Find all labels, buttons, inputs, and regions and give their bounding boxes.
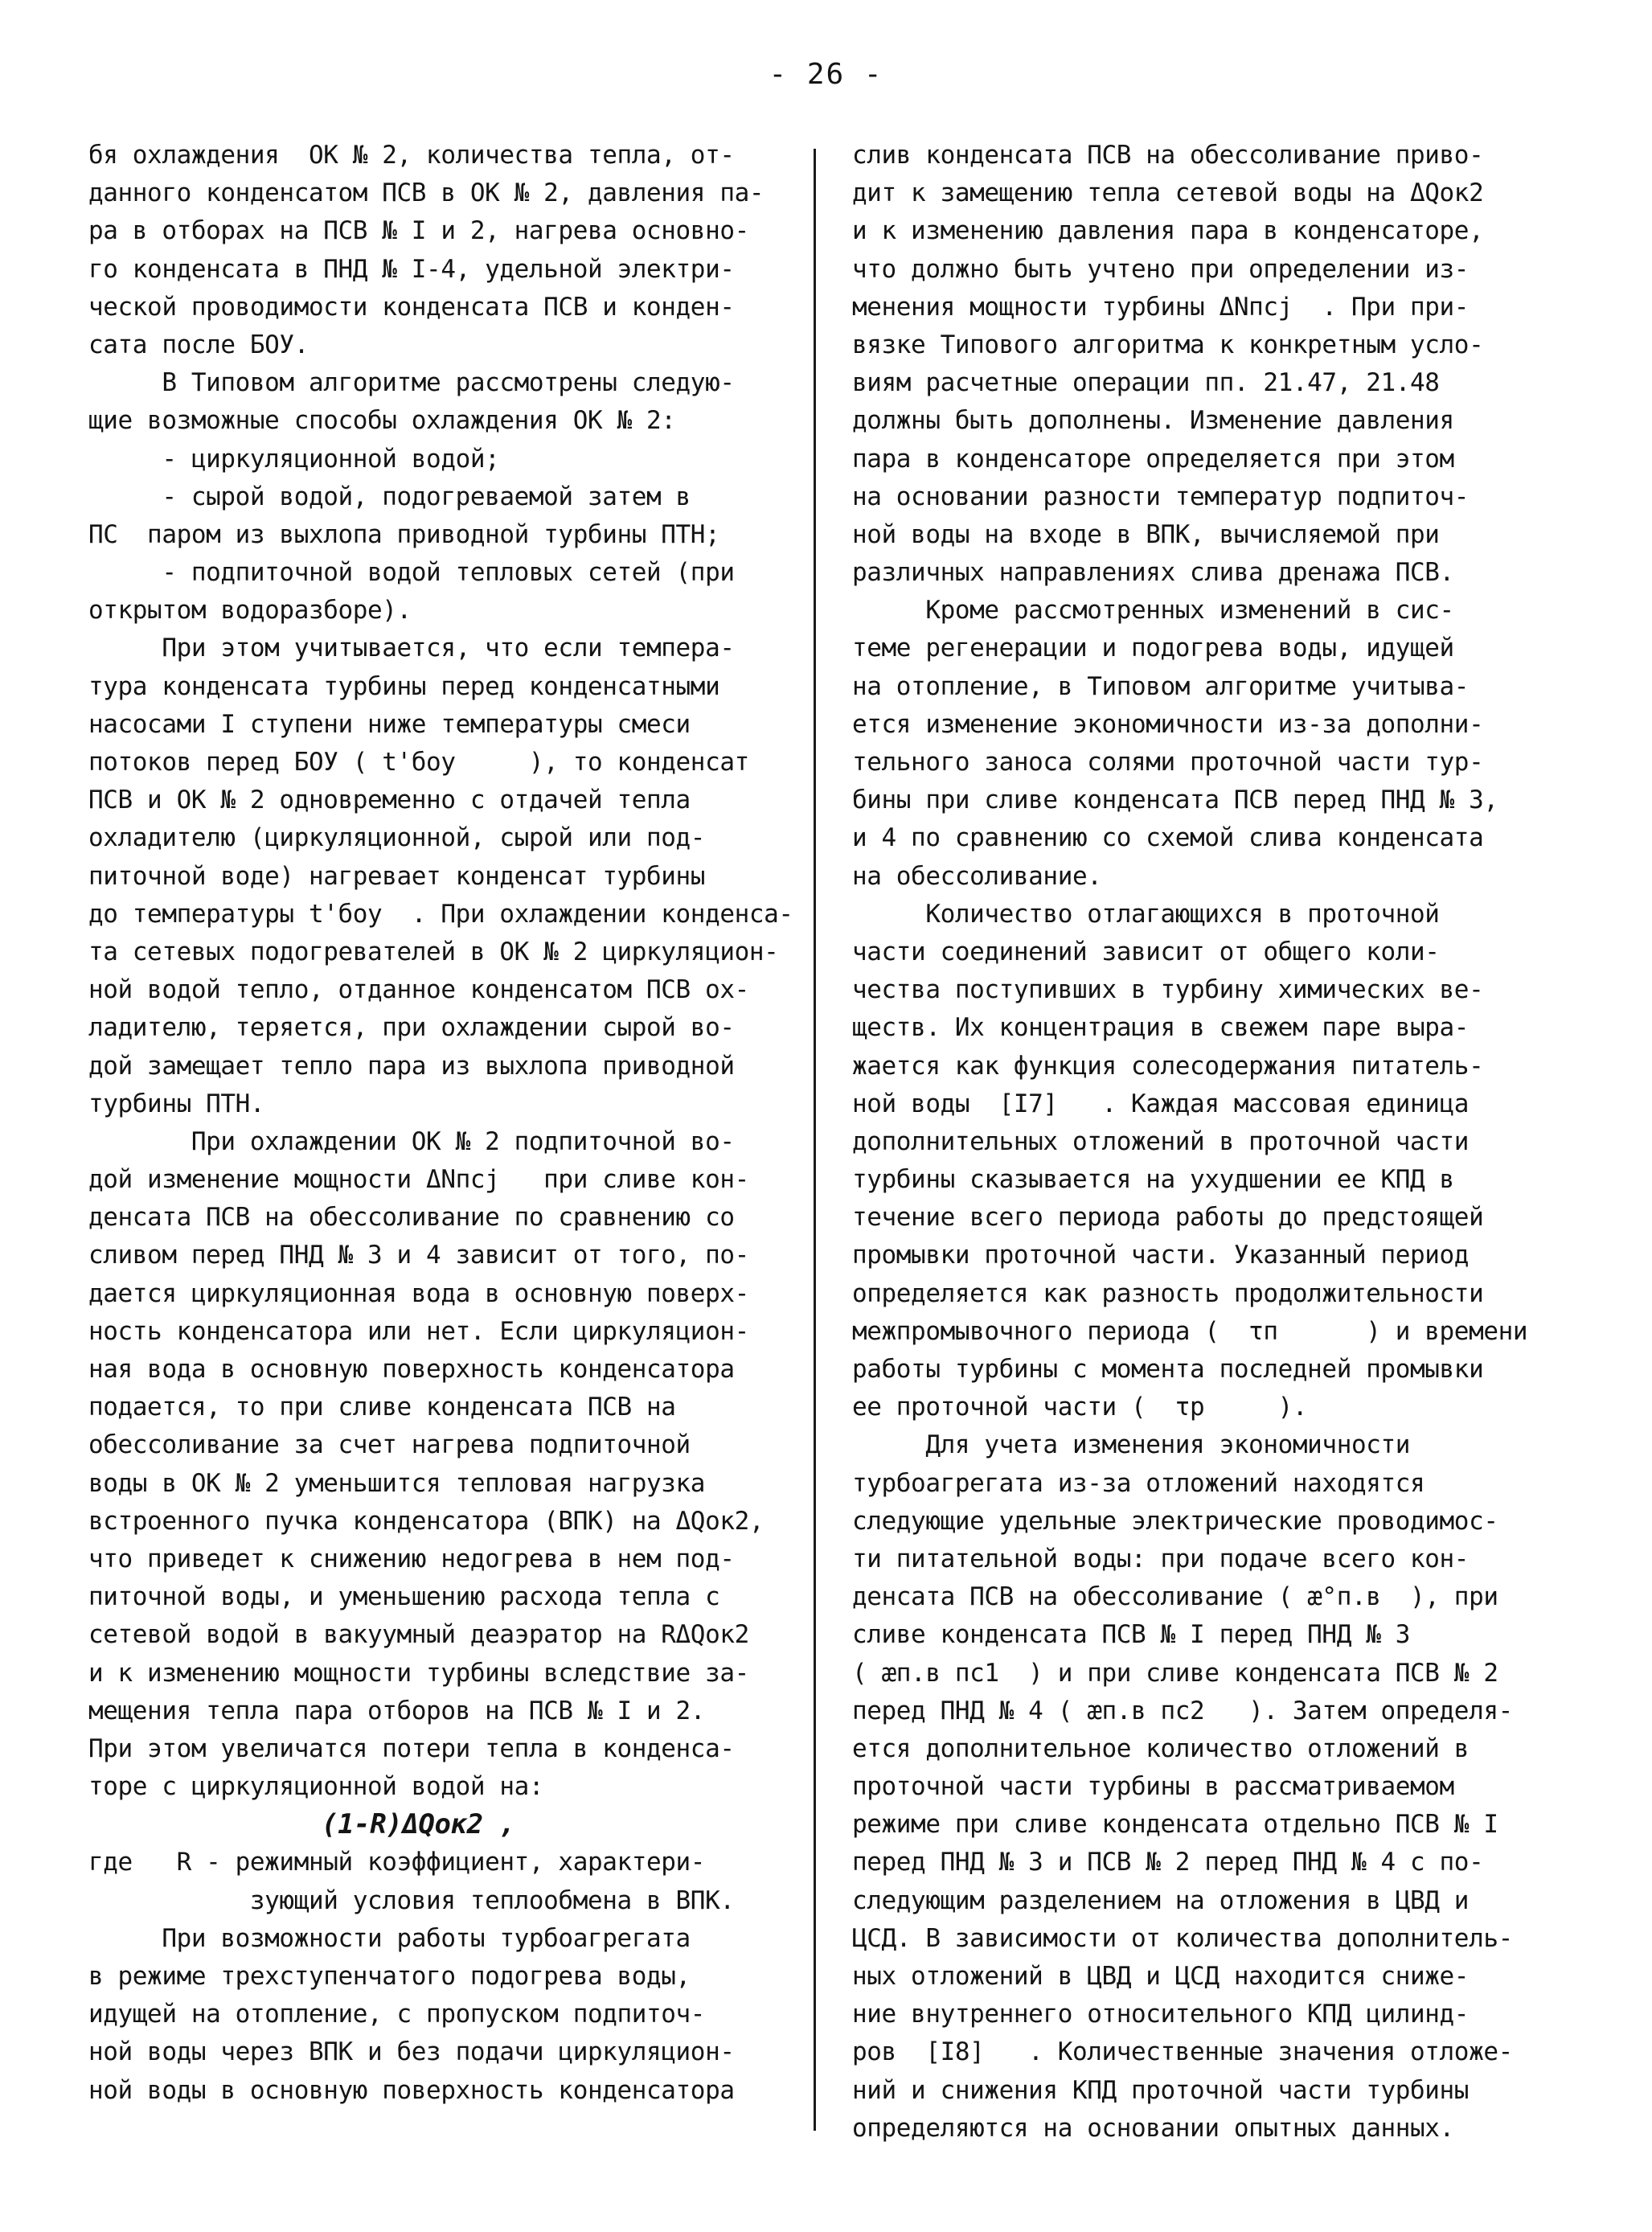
text-line: ние внутреннего относительного КПД цилинд- xyxy=(852,2000,1470,2029)
text-line: зующий условия теплообмена в ВПК. xyxy=(88,1885,735,1915)
text-line: ной воды через ВПК и без подачи циркуляцион- xyxy=(88,2037,735,2067)
text-line: та сетевых подогревателей в ОК № 2 циркуляцион- xyxy=(88,937,779,966)
text-line: При возможности работы турбоагрегата xyxy=(88,1923,691,1953)
text-line: (1-R)ΔQок2 , xyxy=(322,1808,515,1841)
text-line: питочной воды, и уменьшению расхода тепла с xyxy=(88,1582,720,1612)
text-line: режиме при сливе конденсата отдельно ПСВ № I xyxy=(852,1810,1498,1840)
text-line: слив конденсата ПСВ на обессоливание приво- xyxy=(852,141,1484,170)
text-line: определяется как разность продолжительности xyxy=(852,1278,1484,1308)
text-line: пара в конденсаторе определяется при этом xyxy=(852,444,1454,474)
text-line: дой изменение мощности ΔNпсj при сливе кон- xyxy=(88,1165,749,1195)
text-line: ти питательной воды: при подаче всего кон- xyxy=(852,1544,1470,1573)
text-line: и 4 по сравнению со схемой слива конденсата xyxy=(852,823,1484,853)
text-line: подается, то при сливе конденсата ПСВ на xyxy=(88,1393,676,1422)
text-line: различных направлениях слива дренажа ПСВ. xyxy=(852,558,1454,588)
text-line: менения мощности турбины ΔNпсj . При при- xyxy=(852,292,1470,322)
text-line: сетевой водой в вакуумный деаэратор на RΔQок2 xyxy=(88,1620,749,1650)
text-line: должны быть дополнены. Изменение давления xyxy=(852,406,1454,436)
text-line: Кроме рассмотренных изменений в сис- xyxy=(852,596,1454,626)
text-line: дополнительных отложений в проточной части xyxy=(852,1126,1470,1156)
text-line: где R - режимный коэффициент, характери- xyxy=(88,1848,706,1877)
text-line: ной воды [I7] . Каждая массовая единица xyxy=(852,1089,1470,1118)
text-line: тельного заноса солями проточной части тур- xyxy=(852,748,1484,777)
text-line: охладителю (циркуляционной, сырой или под- xyxy=(88,823,706,853)
text-line: турбины сказывается на ухудшении ее КПД в xyxy=(852,1165,1454,1195)
text-line: ществ. Их концентрация в свежем паре выра- xyxy=(852,1013,1470,1043)
text-line: перед ПНД № 4 ( æп.в пс2 ). Затем определя- xyxy=(852,1696,1513,1725)
text-line: обессоливание за счет нагрева подпиточной xyxy=(88,1430,691,1460)
text-line: тура конденсата турбины перед конденсатными xyxy=(88,671,720,701)
right-column xyxy=(852,137,1600,2148)
page-number: - 26 - xyxy=(769,58,883,91)
text-line: - подпиточной водой тепловых сетей (при xyxy=(88,558,735,588)
text-line: сливе конденсата ПСВ № I перед ПНД № 3 xyxy=(852,1620,1411,1650)
text-line: теме регенерации и подогрева воды, идущей xyxy=(852,634,1454,663)
text-line: При этом учитывается, что если темпера- xyxy=(88,634,735,663)
text-line: встроенного пучка конденсатора (ВПК) на ΔQок2, xyxy=(88,1506,765,1536)
text-line: Количество отлагающихся в проточной xyxy=(852,899,1440,929)
text-line: В Типовом алгоритме рассмотрены следую- xyxy=(88,368,735,398)
text-line: определяются на основании опытных данных. xyxy=(852,2113,1454,2143)
text-line: Для учета изменения экономичности xyxy=(852,1430,1411,1460)
text-line: мещения тепла пара отборов на ПСВ № I и 2. xyxy=(88,1696,706,1725)
text-line: турбины ПТН. xyxy=(88,1089,265,1118)
text-line: щие возможные способы охлаждения ОК № 2: xyxy=(88,406,676,436)
text-line: что приведет к снижению недогрева в нем под- xyxy=(88,1544,735,1573)
text-line: сата после БОУ. xyxy=(88,330,309,359)
text-line: открытом водоразборе). xyxy=(88,596,412,626)
text-line: части соединений зависит от общего коли- xyxy=(852,937,1440,966)
text-line: ПС паром из выхлопа приводной турбины ПТН; xyxy=(88,519,720,549)
text-line: на обессоливание. xyxy=(852,861,1102,891)
text-line: сливом перед ПНД № 3 и 4 зависит от того, по- xyxy=(88,1241,749,1270)
text-line: денсата ПСВ на обессоливание ( æ°п.в ), при xyxy=(852,1582,1498,1612)
text-line: до температуры t'боу . При охлаждении конденса- xyxy=(88,899,793,929)
text-line: на отопление, в Типовом алгоритме учитыва- xyxy=(852,671,1470,701)
text-line: насосами I ступени ниже температуры смеси xyxy=(88,709,691,739)
column-divider xyxy=(814,149,816,2131)
text-line: ЦСД. В зависимости от количества дополнитель- xyxy=(852,1923,1513,1953)
text-line: перед ПНД № 3 и ПСВ № 2 перед ПНД № 4 с по- xyxy=(852,1848,1484,1877)
text-line: дой замещает тепло пара из выхлопа приводной xyxy=(88,1051,735,1081)
text-line: го конденсата в ПНД № I-4, удельной электри- xyxy=(88,254,735,284)
text-line: идущей на отопление, с пропуском подпиточ- xyxy=(88,2000,706,2029)
text-line: данного конденсатом ПСВ в ОК № 2, давления па- xyxy=(88,178,765,208)
left-column xyxy=(88,137,808,2110)
text-line: следующим разделением на отложения в ЦВД и xyxy=(852,1885,1470,1915)
text-line: ной водой тепло, отданное конденсатом ПСВ ох- xyxy=(88,975,749,1005)
text-line: на основании разности температур подпиточ- xyxy=(852,482,1470,511)
text-line: При этом увеличатся потери тепла в конденса- xyxy=(88,1733,735,1763)
text-line: дит к замещению тепла сетевой воды на ΔQок2 xyxy=(852,178,1484,208)
text-line: ра в отборах на ПСВ № I и 2, нагрева основно- xyxy=(88,216,749,246)
text-line: ладителю, теряется, при охлаждении сырой во- xyxy=(88,1013,735,1043)
text-line: торе с циркуляционной водой на: xyxy=(88,1772,544,1802)
text-line: денсата ПСВ на обессоливание по сравнению со xyxy=(88,1203,735,1233)
text-line: ческой проводимости конденсата ПСВ и конден- xyxy=(88,292,735,322)
text-line: что должно быть учтено при определении из- xyxy=(852,254,1470,284)
text-line: ных отложений в ЦВД и ЦСД находится сниже- xyxy=(852,1962,1470,1991)
text-line: жается как функция солесодержания питатель- xyxy=(852,1051,1484,1081)
text-line: воды в ОК № 2 уменьшится тепловая нагрузка xyxy=(88,1468,706,1498)
text-line: и к изменению мощности турбины вследствие за- xyxy=(88,1658,749,1688)
text-line: течение всего периода работы до предстоящей xyxy=(852,1203,1484,1233)
text-line: бя охлаждения ОК № 2, количества тепла, от- xyxy=(88,141,735,170)
text-line: и к изменению давления пара в конденсаторе, xyxy=(852,216,1484,246)
text-line: ной воды на входе в ВПК, вычисляемой при xyxy=(852,519,1440,549)
text-line: межпромывочного периода ( τп ) и времени xyxy=(852,1316,1528,1346)
text-line: При охлаждении ОК № 2 подпиточной во- xyxy=(88,1126,735,1156)
text-line: работы турбины с момента последней промывки xyxy=(852,1355,1484,1384)
text-line: - циркуляционной водой; xyxy=(88,444,500,474)
text-line: турбоагрегата из-за отложений находятся xyxy=(852,1468,1425,1498)
text-line: чества поступивших в турбину химических ве- xyxy=(852,975,1484,1005)
text-line: питочной воде) нагревает конденсат турбины xyxy=(88,861,706,891)
text-line: ность конденсатора или нет. Если циркуляцион- xyxy=(88,1316,749,1346)
text-line: ее проточной части ( τр ). xyxy=(852,1393,1308,1422)
text-line: дается циркуляционная вода в основную поверх- xyxy=(88,1278,749,1308)
text-line: следующие удельные электрические проводимос- xyxy=(852,1506,1498,1536)
text-line: ПСВ и ОК № 2 одновременно с отдачей тепла xyxy=(88,786,691,815)
text-line: ( æп.в пс1 ) и при сливе конденсата ПСВ № 2 xyxy=(852,1658,1498,1688)
text-line: ется изменение экономичности из-за дополни- xyxy=(852,709,1484,739)
text-line: в режиме трехступенчатого подогрева воды, xyxy=(88,1962,691,1991)
text-line: ется дополнительное количество отложений в xyxy=(852,1733,1470,1763)
text-line: потоков перед БОУ ( t'боу ), то конденсат xyxy=(88,748,749,777)
text-line: виям расчетные операции пп. 21.47, 21.48 xyxy=(852,368,1440,398)
text-line: ной воды в основную поверхность конденсатора xyxy=(88,2075,735,2105)
text-line: ний и снижения КПД проточной части турбины xyxy=(852,2075,1470,2105)
text-line: вязке Типового алгоритма к конкретным усло- xyxy=(852,330,1484,359)
text-line: ная вода в основную поверхность конденсатора xyxy=(88,1355,735,1384)
text-line: проточной части турбины в рассматриваемом xyxy=(852,1772,1454,1802)
text-line: ров [I8] . Количественные значения отложе- xyxy=(852,2037,1513,2067)
text-line: промывки проточной части. Указанный период xyxy=(852,1241,1470,1270)
text-line: бины при сливе конденсата ПСВ перед ПНД № 3, xyxy=(852,786,1498,815)
text-line: - сырой водой, подогреваемой затем в xyxy=(88,482,691,511)
